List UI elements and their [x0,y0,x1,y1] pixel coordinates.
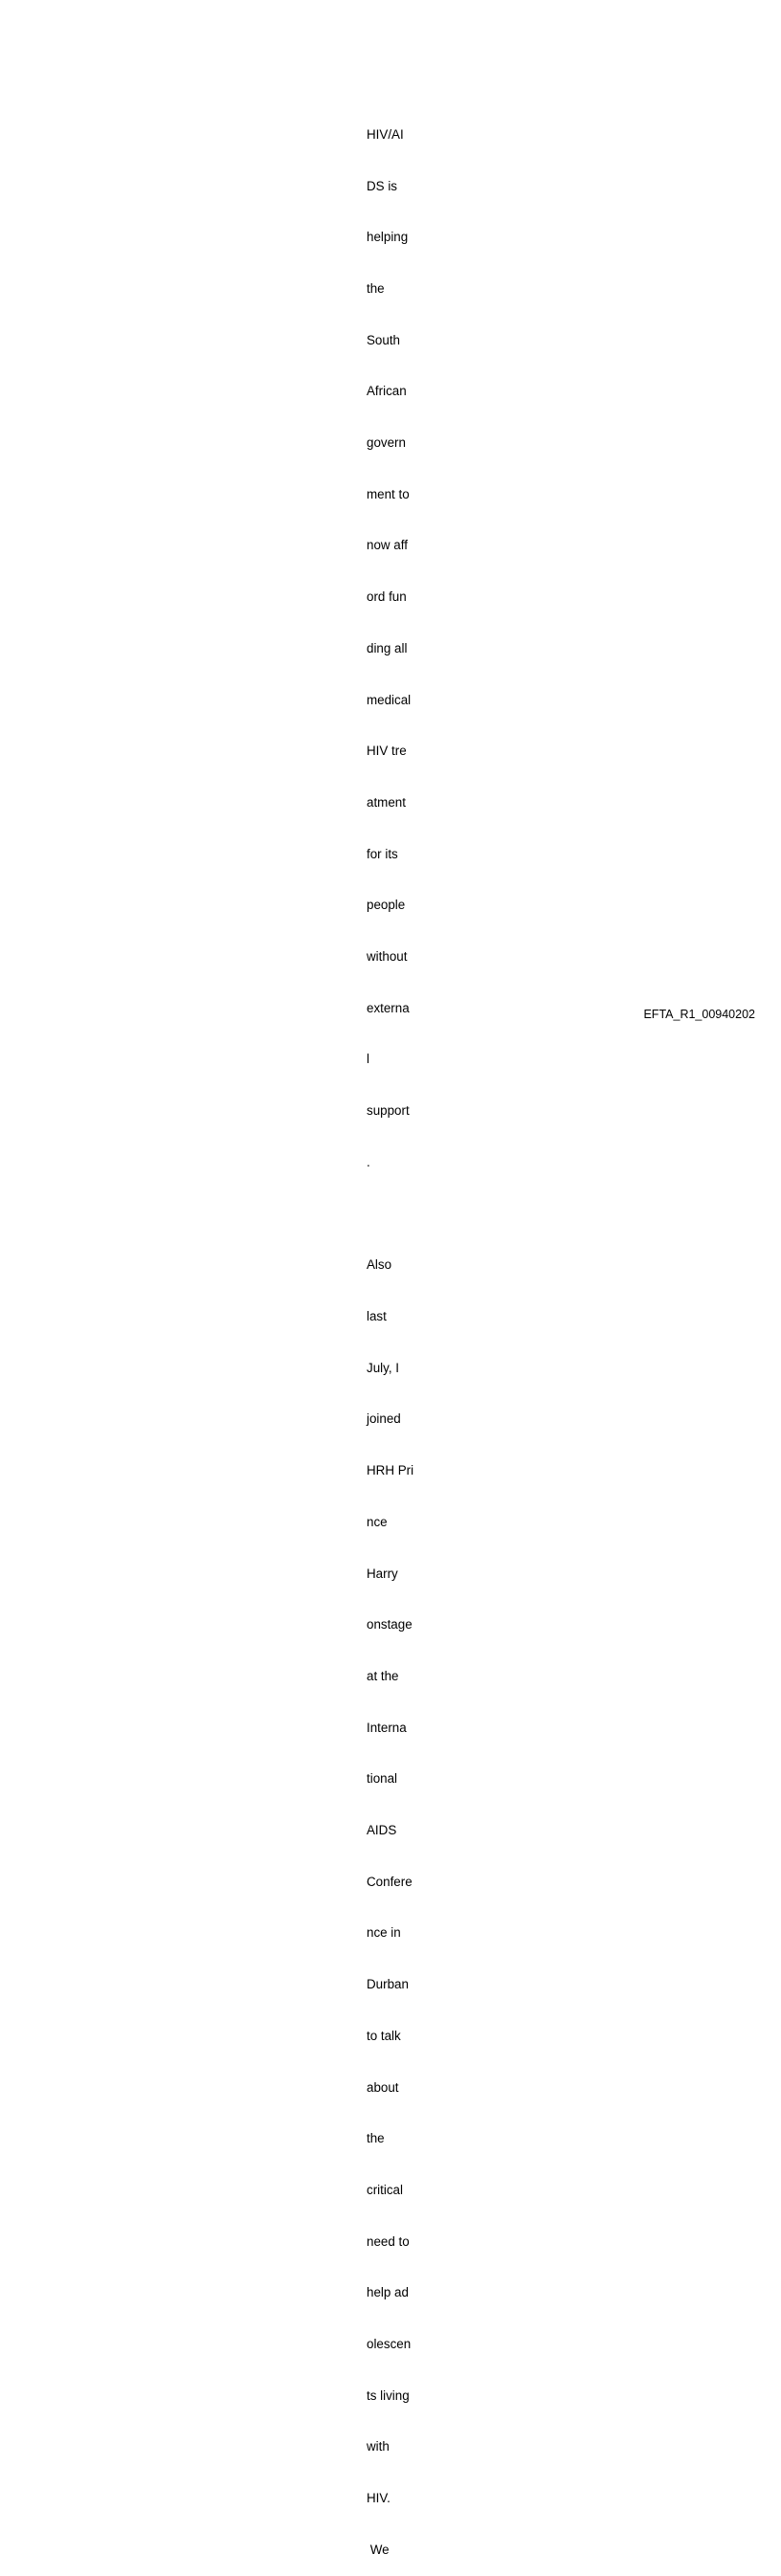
text-line: onstage [367,1617,413,1632]
text-line: HIV/AI [367,126,404,142]
text-line: Harry [367,1566,398,1581]
body-text-column [367,92,424,2576]
text-line: without [367,949,408,965]
text-line: help ad [367,2285,409,2300]
text-line: olescen [367,2337,412,2352]
text-line: We [367,2542,390,2557]
text-line: the [367,280,385,296]
text-line: now aff [367,538,408,553]
text-line: ding all [367,640,408,655]
text-line: July, I [367,1360,399,1375]
text-line: govern [367,435,406,451]
text-line: medical [367,692,412,707]
text-line: helping [367,230,409,245]
text-line: . [367,1154,370,1169]
text-line: HRH Pri [367,1463,414,1478]
text-line: nce in [367,1925,401,1941]
text-line: HIV tre [367,744,407,759]
text-line: nce [367,1514,388,1529]
text-line: South [367,332,400,347]
text-line: Also [367,1257,392,1273]
text-line: to talk [367,2028,401,2043]
text-line: externa [367,1000,410,1015]
text-line: DS is [367,178,397,193]
text-line: with [367,2439,390,2454]
text-line: ment to [367,486,410,501]
text-line: HIV. [367,2491,390,2506]
text-line: need to [367,2233,410,2249]
text-line: for its [367,846,398,861]
text-line: joined [367,1411,401,1427]
text-line: critical [367,2182,403,2197]
text-line: support [367,1103,410,1119]
text-line: ord fun [367,589,407,605]
text-line: at the [367,1668,399,1683]
text-line: l [367,1052,369,1067]
text-line: African [367,384,407,399]
text-line: the [367,2131,385,2146]
text-line: ts living [367,2387,410,2403]
text-line: Confere [367,1874,413,1889]
text-line: atment [367,794,406,810]
text-line: last [367,1308,387,1323]
text-line: AIDS [367,1823,397,1838]
document-id-stamp: EFTA_R1_00940202 [643,1008,755,1021]
text-line: Durban [367,1977,409,1992]
text-line: Interna [367,1720,407,1735]
text-line: tional [367,1771,398,1787]
text-line: about [367,2079,399,2095]
text-line: people [367,898,406,913]
blank-line [367,1206,424,1223]
